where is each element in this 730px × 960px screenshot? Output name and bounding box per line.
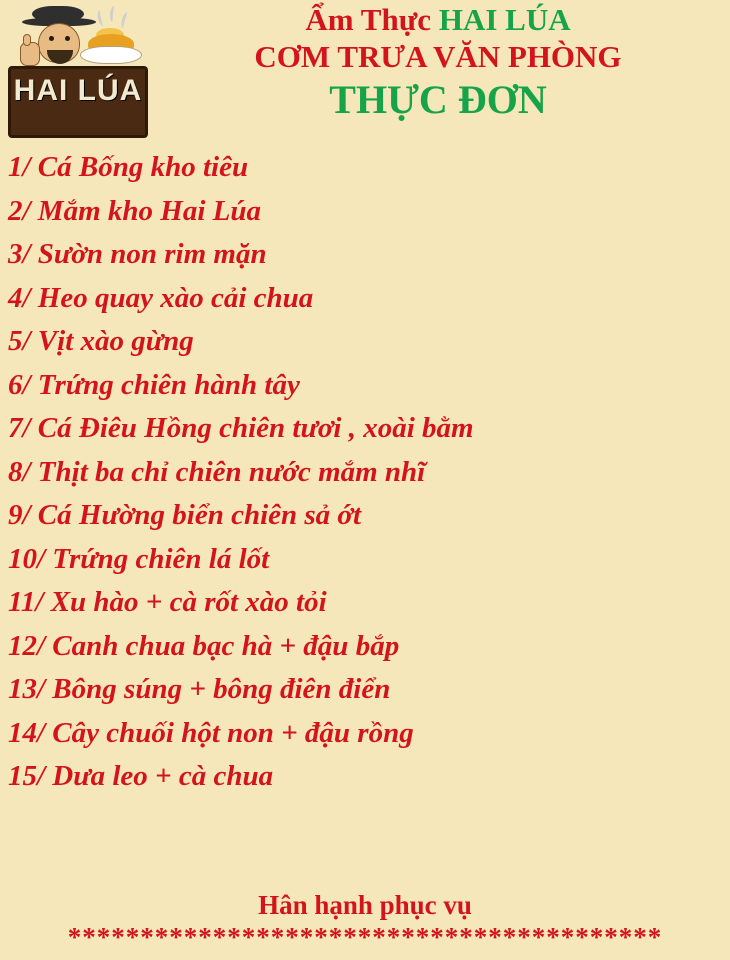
face-icon <box>38 23 80 63</box>
title-line-1-part-1: Ẩm Thực <box>305 2 439 37</box>
list-item: 10/ Trứng chiên lá lốt <box>8 542 270 575</box>
thanks-text: Hân hạnh phục vụ <box>258 890 472 920</box>
list-item: 5/ Vịt xào gừng <box>8 325 194 357</box>
title-line-1-part-2: HAI LÚA <box>438 2 571 37</box>
list-item: 14/ Cây chuối hột non + đậu rồng <box>8 716 414 749</box>
list-item: 7/ Cá Điêu Hồng chiên tươi , xoài bằm <box>8 412 474 444</box>
list-item: 1/ Cá Bống kho tiêu <box>8 151 249 183</box>
title-line-1 <box>150 2 726 38</box>
poster-footer <box>0 888 730 952</box>
steam-icon <box>96 9 106 26</box>
eye-icon <box>65 36 70 41</box>
page-title: THỰC ĐƠN <box>329 77 547 122</box>
eye-icon <box>49 36 54 41</box>
list-item: 9/ Cá Hường biển chiên sả ớt <box>8 499 362 531</box>
menu-list <box>8 146 722 799</box>
list-item: 12/ Canh chua bạc hà + đậu bắp <box>8 629 400 662</box>
logo-brand-text: HAI LÚA <box>13 74 143 107</box>
restaurant-logo <box>8 4 148 139</box>
list-item: 4/ Heo quay xào cải chua <box>8 281 314 314</box>
chef-thumbs-up-icon <box>14 4 146 74</box>
list-item: 8/ Thịt ba chỉ chiên nước mắm nhĩ <box>8 455 426 488</box>
list-item: 2/ Mắm kho Hai Lúa <box>8 194 261 227</box>
beard-icon <box>47 50 73 64</box>
list-item: 15/ Dưa leo + cà chua <box>8 760 274 792</box>
steam-icon <box>109 6 118 23</box>
list-item: 3/ Sườn non rim mặn <box>8 238 267 270</box>
list-item: 6/ Trứng chiên hành tây <box>8 368 300 401</box>
list-item: 11/ Xu hào + cà rốt xào tỏi <box>8 586 327 618</box>
title-line-2: CƠM TRƯA VĂN PHÒNG <box>254 39 622 74</box>
steam-icon <box>120 11 131 28</box>
star-divider: ***************************************** <box>67 922 663 952</box>
poster-header <box>0 0 730 140</box>
poster-titles <box>150 2 726 124</box>
plate-icon <box>80 46 142 64</box>
thumb-icon <box>23 34 31 46</box>
list-item: 13/ Bông súng + bông điên điển <box>8 673 391 705</box>
thumbs-up-icon <box>20 42 40 66</box>
